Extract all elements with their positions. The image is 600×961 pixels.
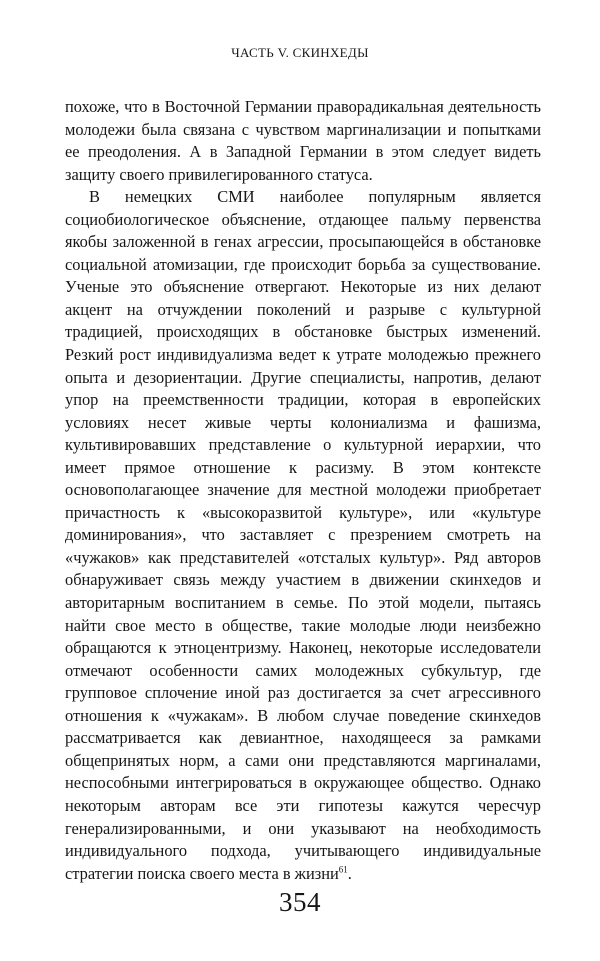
- running-head: ЧАСТЬ V. СКИНХЕДЫ: [231, 45, 369, 60]
- paragraph-2-text: В немецких СМИ наиболее популярным является социобиологическое объяснение, отдающее пальму первенства якобы заложенной в генах агрессии, просыпающейся в обстановке социальной атомизации, где происходит борьба за существование. Ученые это объяснение отвергают. Некоторые из них делают акцент на отчуждении поколений и разрыве с культурной традицией, происходящих в обстановке быстрых изменений. Резкий рост индивидуализма ведет к утрате молодежью прежнего опыта и дезориентации. Другие специалисты, напротив, делают упор на преемственности традиции, которая в европейских условиях несет живые черты колониализма и фашизма, культивировавших представление о культурной иерархии, что имеет прямое отношение к расизму. В этом контексте основополагающее значение для местной молодежи приобретает причастность к «высокоразвитой культуре», или «культуре доминирования», что заставляет с презрением смотреть на «чужаков» как представителей «отсталых культур». Ряд авторов обнаруживает связь между участием в движении скинхедов и авторитарным воспитанием в семье. По этой модели, пытаясь найти свое место в обществе, такие молодые люди неизбежно обращаются к этноцентризму. Наконец, некоторые исследователи отмечают особенности самих молодежных субкультур, где групповое сплочение иной раз достигается за счет агрессивного отношения к «чужакам». В любом случае поведение скинхедов рассматривается как девиантное, находящееся за рамками общепринятых норм, а сами они представляются маргиналами, неспособными интегрироваться в окружающее общество. Однако некоторым авторам все эти гипотезы кажутся чересчур генерализированными, и они указывают на необходимость индивидуального подхода, учитывающего индивидуальные стратегии поиска своего места в жизни: [65, 187, 541, 883]
- paragraph-1-text: похоже, что в Восточной Германии праворадикальная деятельность молодежи была связана с чувством маргинализации и попытками ее преодоления. А в Западной Германии в этом следует видеть защиту своего привилегированного статуса.: [65, 97, 541, 184]
- body-text: [65, 96, 541, 885]
- page-number: 354: [279, 887, 321, 917]
- footnote-reference: 61: [338, 864, 348, 875]
- paragraph-continued: [65, 96, 541, 186]
- paragraph-main: В немецких СМИ наиболее популярным является социобиологическое объяснение, отдающее пальму первенства якобы заложенной в генах агрессии, просыпающейся в обстановке социальной атомизации, где происходит борьба за существование. Ученые это объяснение отвергают. Некоторые из них делают акцент на отчуждении поколений и разрыве с культурной традицией, происходящих в обстановке быстрых изменений. Резкий рост индивидуализма ведет к утрате молодежью прежнего опыта и дезориентации. Другие специалисты, напротив, делают упор на преемственности традиции, которая в европейских условиях несет живые черты колониализма и фашизма, культивировавших представление о культурной иерархии, что имеет прямое отношение к расизму. В этом контексте основополагающее значение для местной молодежи приобретает причастность к «высокоразвитой культуре», или «культуре доминирования», что заставляет с презрением смотреть на «чужаков» как представителей «отсталых культур». Ряд авторов обнаруживает связь между участием в движении скинхедов и авторитарным воспитанием в семье. По этой модели, пытаясь найти свое место в обществе, такие молодые люди неизбежно обращаются к этноцентризму. Наконец, некоторые исследователи отмечают особенности самих молодежных субкультур, где групповое сплочение иной раз достигается за счет агрессивного отношения к «чужакам». В любом случае поведение скинхедов рассматривается как девиантное, находящееся за рамками общепринятых норм, а сами они представляются маргиналами, неспособными интегрироваться в окружающее общество. Однако некоторым авторам все эти гипотезы кажутся чересчур генерализированными, и они указывают на необходимость индивидуального подхода, учитывающего индивидуальные стратегии поиска своего места в жизни$^{61}$.: [65, 187, 541, 883]
